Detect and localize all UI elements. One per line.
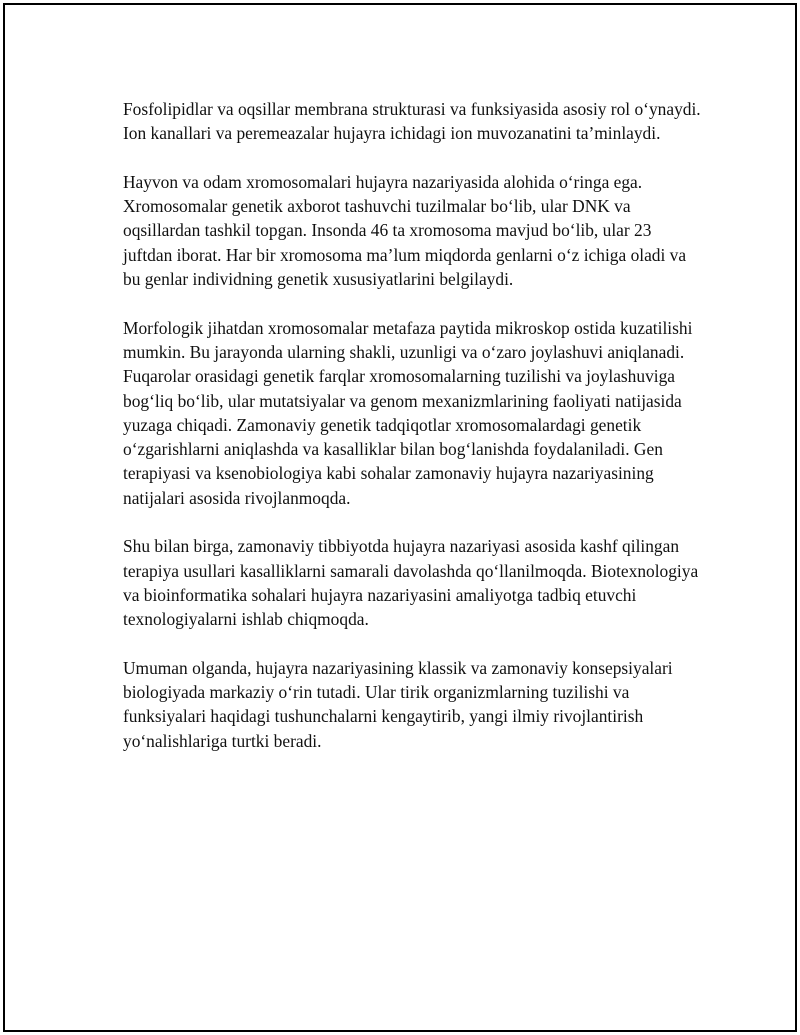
paragraph-chromosomes: Hayvon va odam xromosomalari hujayra nazariyasida alohida o‘ringa ega. Xromosomalar genetik axborot tashuvchi tuzilmalar bo‘lib, ular DNK va oqsillardan tashkil topgan. Insonda 46 ta xromosoma mavjud bo‘lib, ular 23 juftdan iborat. Har bir xromosoma ma’lum miqdorda genlarni o‘z ichiga oladi va bu genlar individning genetik xususiyatlarini belgilaydi. [123,171,687,290]
page-frame [3,3,797,1032]
paragraph-membrane: Fosfolipidlar va oqsillar membrana strukturasi va funksiyasida asosiy rol o‘ynaydi. Ion kanallari va peremeazalar hujayra ichidagi ion muvozanatini ta’minlaydi. [123,99,701,144]
paragraph-morphology: Morfologik jihatdan xromosomalar metafaza paytida mikroskop ostida kuzatilishi mumkin. Bu jarayonda ularning shakli, uzunligi va o‘zaro joylashuvi aniqlanadi. Fuqarolar orasidagi genetik farqlar xromosomalarning tuzilishi va joylashuviga bog‘liq bo‘lib, ular mutatsiyalar va genom mexanizmlarining faoliyati natijasida yuzaga chiqadi. Zamonaviy genetik tadqiqotlar xromosomalardagi genetik o‘zgarishlarni aniqlashda va kasalliklar bilan bog‘lanishda foydalaniladi. Gen terapiyasi va ksenobiologiya kabi sohalar zamonaviy hujayra nazariyasining natijalari asosida rivojlanmoqda. [123,317,693,508]
paragraph-conclusion: Umuman olganda, hujayra nazariyasining klassik va zamonaviy konsepsiyalari biologiyada markaziy o‘rin tutadi. Ular tirik organizmlarning tuzilishi va funksiyalari haqidagi tushunchalarni kengaytirib, yangi ilmiy rivojlantirish yo‘nalishlariga turtki beradi. [123,657,673,751]
document-body [123,97,703,777]
paragraph-medicine: Shu bilan birga, zamonaviy tibbiyotda hujayra nazariyasi asosida kashf qilingan terapiya usullari kasalliklarni samarali davolashda qo‘llanilmoqda. Biotexnologiya va bioinformatika sohalari hujayra nazariyasini amaliyotga tadbiq etuvchi texnologiyalarni ishlab chiqmoqda. [123,536,699,630]
